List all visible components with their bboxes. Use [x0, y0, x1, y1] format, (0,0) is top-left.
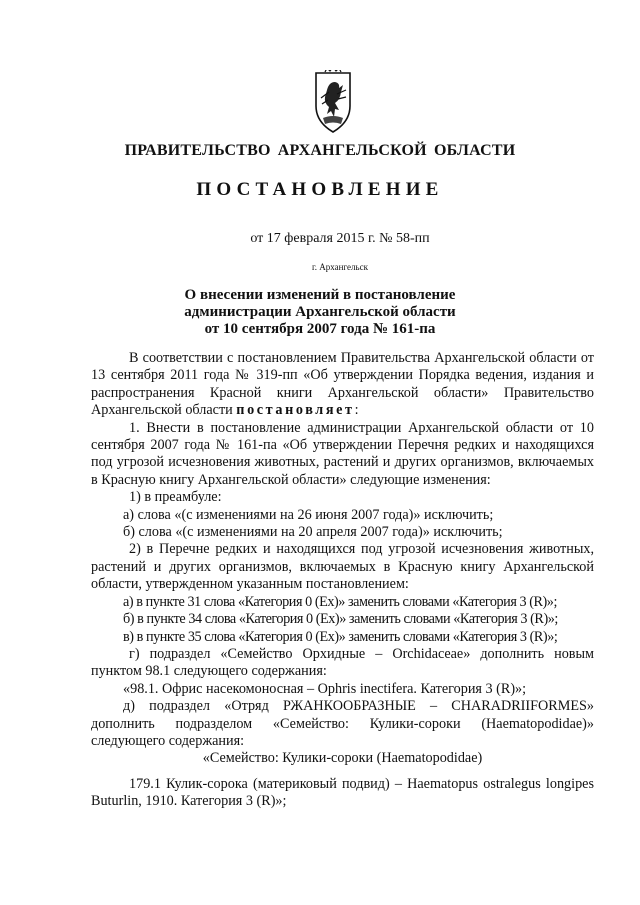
paragraph-subitem: д) подраздел «Отряд РЖАНКООБРАЗНЫЕ – CHARADRIIFORMES» дополнить подразделом «Семейство: Кулики-сороки (Haematopodidae)» следующего содержания: [91, 698, 594, 749]
paragraph-quote: 179.1 Кулик-сорока (материковый подвид) – Haematopus ostralegus longipes Buturlin, 1910. Категория 3 (R)»; [91, 775, 594, 810]
paragraph-heading: «Семейство: Кулики-сороки (Haematopodidae) [202, 750, 483, 767]
paragraph-punctuation: : [354, 402, 359, 419]
paragraph-item-1: 1. Внести в постановление администрации Архангельской области от 10 сентября 2007 года № 161-па «Об утверждении Перечня редких и находящихся под угрозой исчезновения животных, растений и других организмов, включаемых в Красную книгу Архангельской области» следующие изменения: [91, 419, 594, 488]
organization-name: ПРАВИТЕЛЬСТВО АРХАНГЕЛЬСКОЙ ОБЛАСТИ [124, 142, 516, 159]
document-type: ПОСТАНОВЛЕНИЕ [196, 179, 444, 200]
paragraph-subitem: б) в пункте 34 слова «Категория 0 (Ex)» заменить словами «Категория 3 (R)»; [123, 611, 558, 628]
title-line: администрации Архангельской области [184, 304, 456, 320]
title-line: от 10 сентября 2007 года № 161-па [204, 321, 436, 337]
date-and-number: от 17 февраля 2015 г. № 58-пп [250, 231, 430, 246]
paragraph-subitem: а) в пункте 31 слова «Категория 0 (Ex)» заменить словами «Категория 3 (R)»; [123, 593, 557, 610]
paragraph-subitem: б) слова «(с изменениями на 20 апреля 2007 года)» исключить; [123, 524, 503, 541]
paragraph-subitem: 1) в преамбуле: [129, 489, 222, 506]
paragraph-subitem: в) в пункте 35 слова «Категория 0 (Ex)» заменить словами «Категория 3 (R)»; [123, 628, 558, 645]
document-body [91, 350, 594, 811]
paragraph-text: В соответствии с постановлением Правительства Архангельской области от 13 сентября 2011 года № 319-пп «Об утверждении Порядка ведения, издания и распространения Красной книги Архангельской области» Правительство Архангельской области [91, 350, 594, 419]
paragraph-subitem: а) слова «(с изменениями на 26 июня 2007 года)» исключить; [123, 506, 494, 523]
paragraph-quote: «98.1. Офрис насекомоносная – Ophris inectifera. Категория 3 (R)»; [123, 680, 527, 697]
city: г. Архангельск [312, 262, 368, 272]
title-line: О внесении изменений в постановление [184, 287, 456, 303]
paragraph-preamble [91, 350, 594, 420]
paragraph-subitem: г) подраздел «Семейство Орхидные – Orchidaceae» дополнить новым пунктом 98.1 следующего содержания: [91, 645, 594, 680]
coat-of-arms-icon [313, 70, 353, 136]
decree-verb: постановляет [236, 402, 355, 419]
document-title [0, 287, 640, 338]
paragraph-item-2: 2) в Перечне редких и находящихся под угрозой исчезновения животных, растений и других организмов, включаемых в Красную книгу Архангельской области, утвержденном указанным постановлением: [91, 541, 594, 593]
